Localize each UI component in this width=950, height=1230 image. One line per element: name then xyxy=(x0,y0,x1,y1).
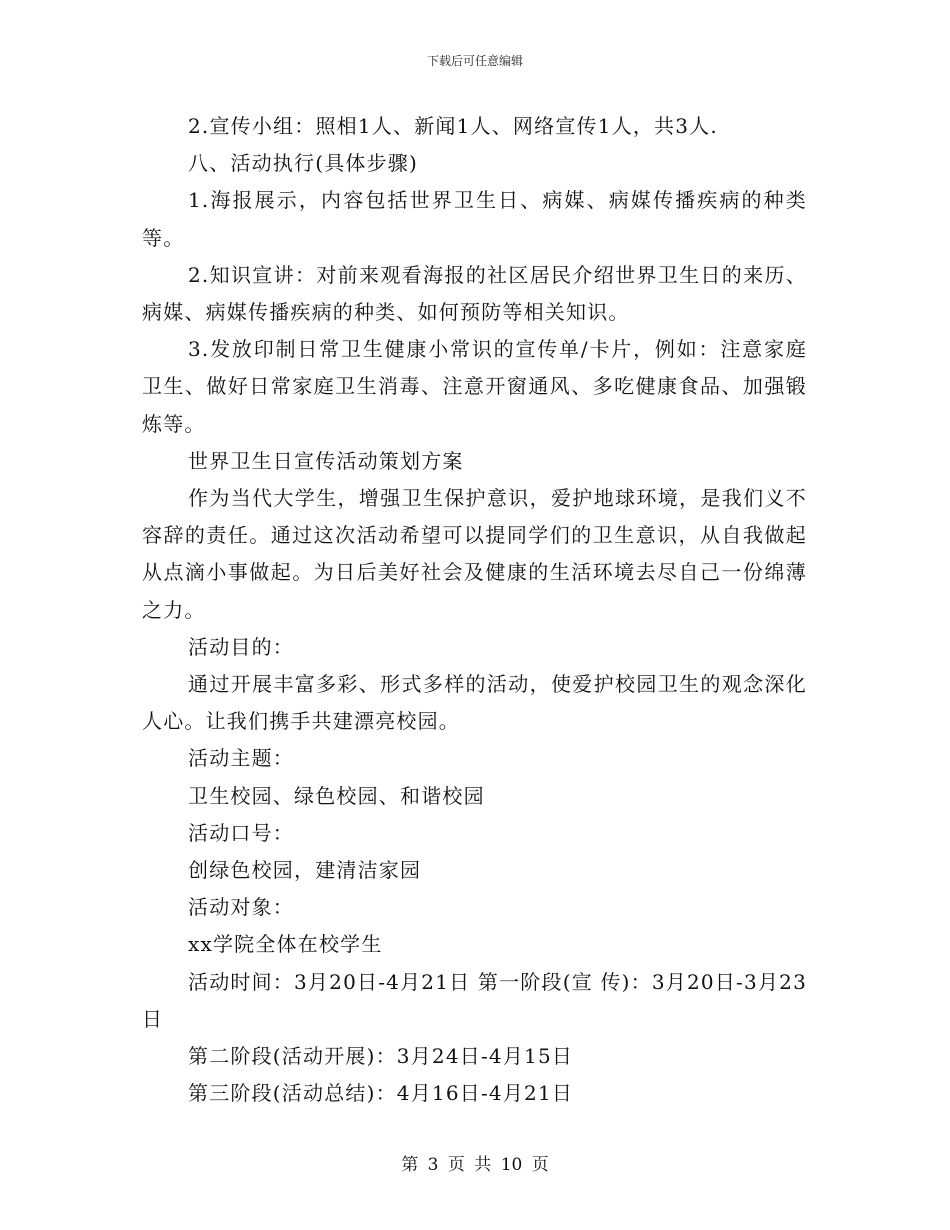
paragraph-introduction: 作为当代大学生，增强卫生保护意识，爱护地球环境，是我们义不容辞的责任。通过这次活动希望可以提同学们的卫生意识，从自我做起从点滴小事做起。为日后美好社会及健康的生活环境去尽自己一份绵薄之力。 xyxy=(142,486,807,622)
paragraph-schedule-phase-one: 活动时间：3月20日-4月21日 第一阶段(宣 传)：3月20日-3月23日 xyxy=(142,969,807,1031)
paragraph-schedule-phase-two: 第二阶段(活动开展)：3月24日-4月15日 xyxy=(188,1044,574,1069)
paragraph-purpose-label: 活动目的： xyxy=(188,634,294,659)
paragraph-step-leaflets: 3.发放印制日常卫生健康小常识的宣传单/卡片，例如：注意家庭卫生、做好日常家庭卫生消毒、注意开窗通风、多吃健康食品、加强锻炼等。 xyxy=(142,337,807,436)
paragraph-audience-label: 活动对象： xyxy=(188,895,294,920)
paragraph-plan-title: 世界卫生日宣传活动策划方案 xyxy=(188,448,464,473)
paragraph-schedule-phase-three: 第三阶段(活动总结)：4月16日-4月21日 xyxy=(188,1081,574,1106)
paragraph-section-heading-execution: 八、活动执行(具体步骤) xyxy=(188,151,419,176)
paragraph-step-lecture: 2.知识宣讲：对前来观看海报的社区居民介绍世界卫生日的来历、病媒、病媒传播疾病的种类、如何预防等相关知识。 xyxy=(142,262,807,325)
paragraph-theme-text: 卫生校园、绿色校园、和谐校园 xyxy=(188,783,485,808)
paragraph-step-poster: 1.海报展示，内容包括世界卫生日、病媒、病媒传播疾病的种类等。 xyxy=(142,188,807,250)
paragraph-slogan-label: 活动口号： xyxy=(188,820,294,845)
paragraph-theme-label: 活动主题： xyxy=(188,746,294,771)
page-footer: 第 3 页 共 10 页 xyxy=(401,1155,549,1175)
document-body xyxy=(142,108,807,1112)
paragraph-propaganda-team: 2.宣传小组：照相1人、新闻1人、网络宣传1人，共3人. xyxy=(188,114,718,138)
paragraph-purpose-text: 通过开展丰富多彩、形式多样的活动，使爱护校园卫生的观念深化人心。让我们携手共建漂亮校园。 xyxy=(142,672,807,734)
paragraph-slogan-text: 创绿色校园，建清洁家园 xyxy=(188,858,422,883)
paragraph-audience-text: xx学院全体在校学生 xyxy=(188,932,383,957)
page-header: 下载后可任意编辑 xyxy=(426,54,523,68)
